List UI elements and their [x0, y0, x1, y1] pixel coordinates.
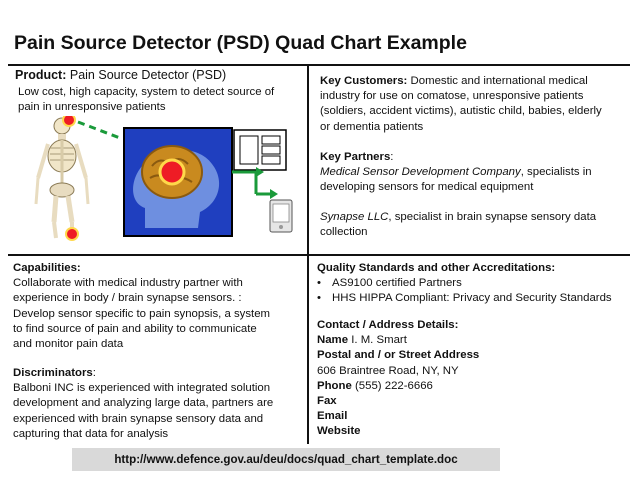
middle-divider	[8, 254, 630, 256]
quality-label: Quality Standards and other Accreditations:	[317, 262, 556, 274]
key-partners-block: Key Partners: Medical Sensor Development Company, specialists in developing sensors for medical equipment	[320, 150, 592, 196]
product-heading	[15, 68, 226, 82]
customers-text: Domestic and international medical	[407, 75, 588, 87]
partner-text: developing sensors for medical equipment	[320, 181, 534, 194]
handheld-device-icon	[270, 200, 292, 232]
partner-text: collection	[320, 226, 368, 239]
email-label: Email	[317, 410, 348, 423]
product-label: Product:	[15, 68, 67, 82]
skeleton-icon	[36, 118, 88, 240]
name-value: I. M. Smart	[348, 334, 407, 347]
capabilities-block	[13, 261, 270, 352]
quality-item: • AS9100 certified Partners	[317, 277, 462, 290]
customers-text: (soldiers, accident victims), autistic child, babies, elderly	[320, 105, 602, 118]
discriminators-line: Balboni INC is experienced with integrated solution	[13, 382, 271, 395]
discriminators-label: Discriminators	[13, 367, 93, 379]
address-label: Postal and / or Street Address	[317, 349, 480, 362]
key-customers-label: Key Customers:	[320, 75, 408, 87]
discriminators-line: capturing that data for analysis	[13, 427, 169, 440]
partner-name: Medical Sensor Development Company	[320, 166, 521, 179]
capabilities-line: Develop sensor specific to pain synopsis, a system	[13, 307, 271, 320]
phone-label: Phone	[317, 379, 352, 392]
discriminators-line: development and analyzing large data, partners are	[13, 397, 274, 410]
product-desc-line: Low cost, high capacity, system to detect source of	[18, 86, 275, 98]
address-value: 606 Braintree Road, NY, NY	[317, 364, 459, 377]
capabilities-line: and monitor pain data	[13, 338, 124, 351]
discriminators-block: Discriminators: Balboni INC is experienced with integrated solution development and analyzing large data, partners are experienced with brain synapse sensory data and capturing that data for analysis	[13, 366, 273, 442]
product-name: Pain Source Detector (PSD)	[66, 68, 227, 82]
arrow-icon	[232, 167, 278, 199]
key-partners-label: Key Partners	[320, 151, 391, 163]
brain-scan-icon	[124, 128, 232, 236]
discriminators-line: experienced with brain synapse sensory data and	[13, 412, 264, 425]
vertical-divider	[307, 64, 309, 444]
customers-text: or dementia patients	[320, 120, 424, 133]
website-label: Website	[317, 425, 361, 438]
product-description	[18, 85, 274, 115]
top-divider	[8, 64, 630, 66]
page-title: Pain Source Detector (PSD) Quad Chart Example	[14, 32, 467, 54]
quality-item: • HHS HIPPA Compliant: Privacy and Security Standards	[317, 292, 612, 305]
customers-text: industry for use on comatose, unresponsive patients	[320, 90, 584, 103]
monitor-screen-icon	[234, 130, 286, 170]
contact-block	[317, 318, 479, 440]
key-partners-second: Synapse LLC, specialist in brain synapse sensory data collection	[320, 210, 596, 240]
partner-name: Synapse LLC	[320, 211, 389, 223]
name-label: Name	[317, 334, 349, 347]
capabilities-label: Capabilities:	[13, 262, 81, 274]
phone-value: (555) 222-6666	[351, 379, 433, 392]
signal-link-icon	[78, 122, 120, 138]
capabilities-line: to find source of pain and ability to communicate	[13, 322, 257, 335]
fax-label: Fax	[317, 395, 337, 408]
quality-block	[317, 261, 612, 307]
key-customers-block	[320, 74, 602, 135]
product-illustration	[0, 116, 300, 250]
capabilities-line: Collaborate with medical industry partner with	[13, 277, 243, 290]
source-url-link[interactable]: http://www.defence.gov.au/deu/docs/quad_chart_template.doc	[72, 448, 500, 471]
contact-label: Contact / Address Details:	[317, 319, 459, 331]
product-desc-line: pain in unresponsive patients	[18, 101, 166, 113]
capabilities-line: experience in body / brain synapse sensors. :	[13, 292, 242, 305]
